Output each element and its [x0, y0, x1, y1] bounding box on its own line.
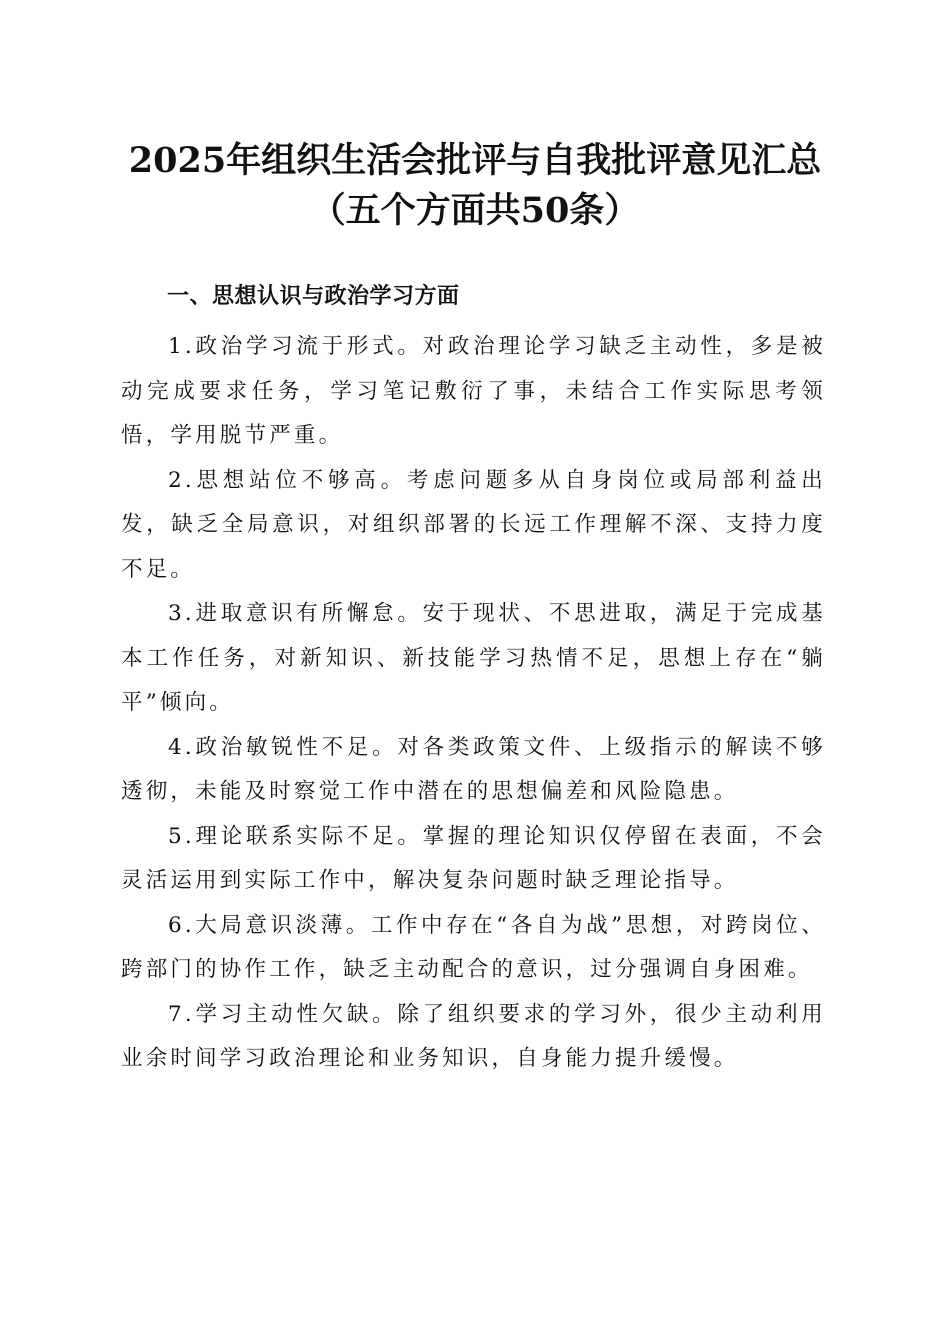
document-title [100, 136, 850, 236]
document-body [121, 283, 826, 1082]
section-heading: 一、思想认识与政治学习方面 [167, 284, 460, 309]
list-item: 7.学习主动性欠缺。除了组织要求的学习外，很少主动利用业余时间学习政治理论和业务知识，自身能力提升缓慢。 [121, 1001, 826, 1071]
list-item: 5.理论联系实际不足。掌握的理论知识仅停留在表面，不会灵活运用到实际工作中，解决复杂问题时缺乏理论指导。 [121, 823, 826, 893]
list-item: 2.思想站位不够高。考虑问题多从自身岗位或局部利益出发，缺乏全局意识，对组织部署的长远工作理解不深、支持力度不足。 [121, 467, 826, 582]
title-subtitle: （五个方面共50条） [310, 190, 640, 231]
list-item: 1.政治学习流于形式。对政治理论学习缺乏主动性，多是被动完成要求任务，学习笔记敷衍了事，未结合工作实际思考领悟，学用脱节严重。 [121, 334, 826, 448]
list-item: 4.政治敏锐性不足。对各类政策文件、上级指示的解读不够透彻，未能及时察觉工作中潜在的思想偏差和风险隐患。 [121, 734, 826, 804]
title-main: 2025年组织生活会批评与自我批评意见汇总 [128, 140, 822, 181]
list-item: 6.大局意识淡薄。工作中存在“各自为战”思想，对跨岗位、跨部门的协作工作，缺乏主动配合的意识，过分强调自身困难。 [121, 912, 826, 982]
list-item: 3.进取意识有所懈怠。安于现状、不思进取，满足于完成基本工作任务，对新知识、新技能学习热情不足，思想上存在“躺平”倾向。 [121, 601, 826, 715]
